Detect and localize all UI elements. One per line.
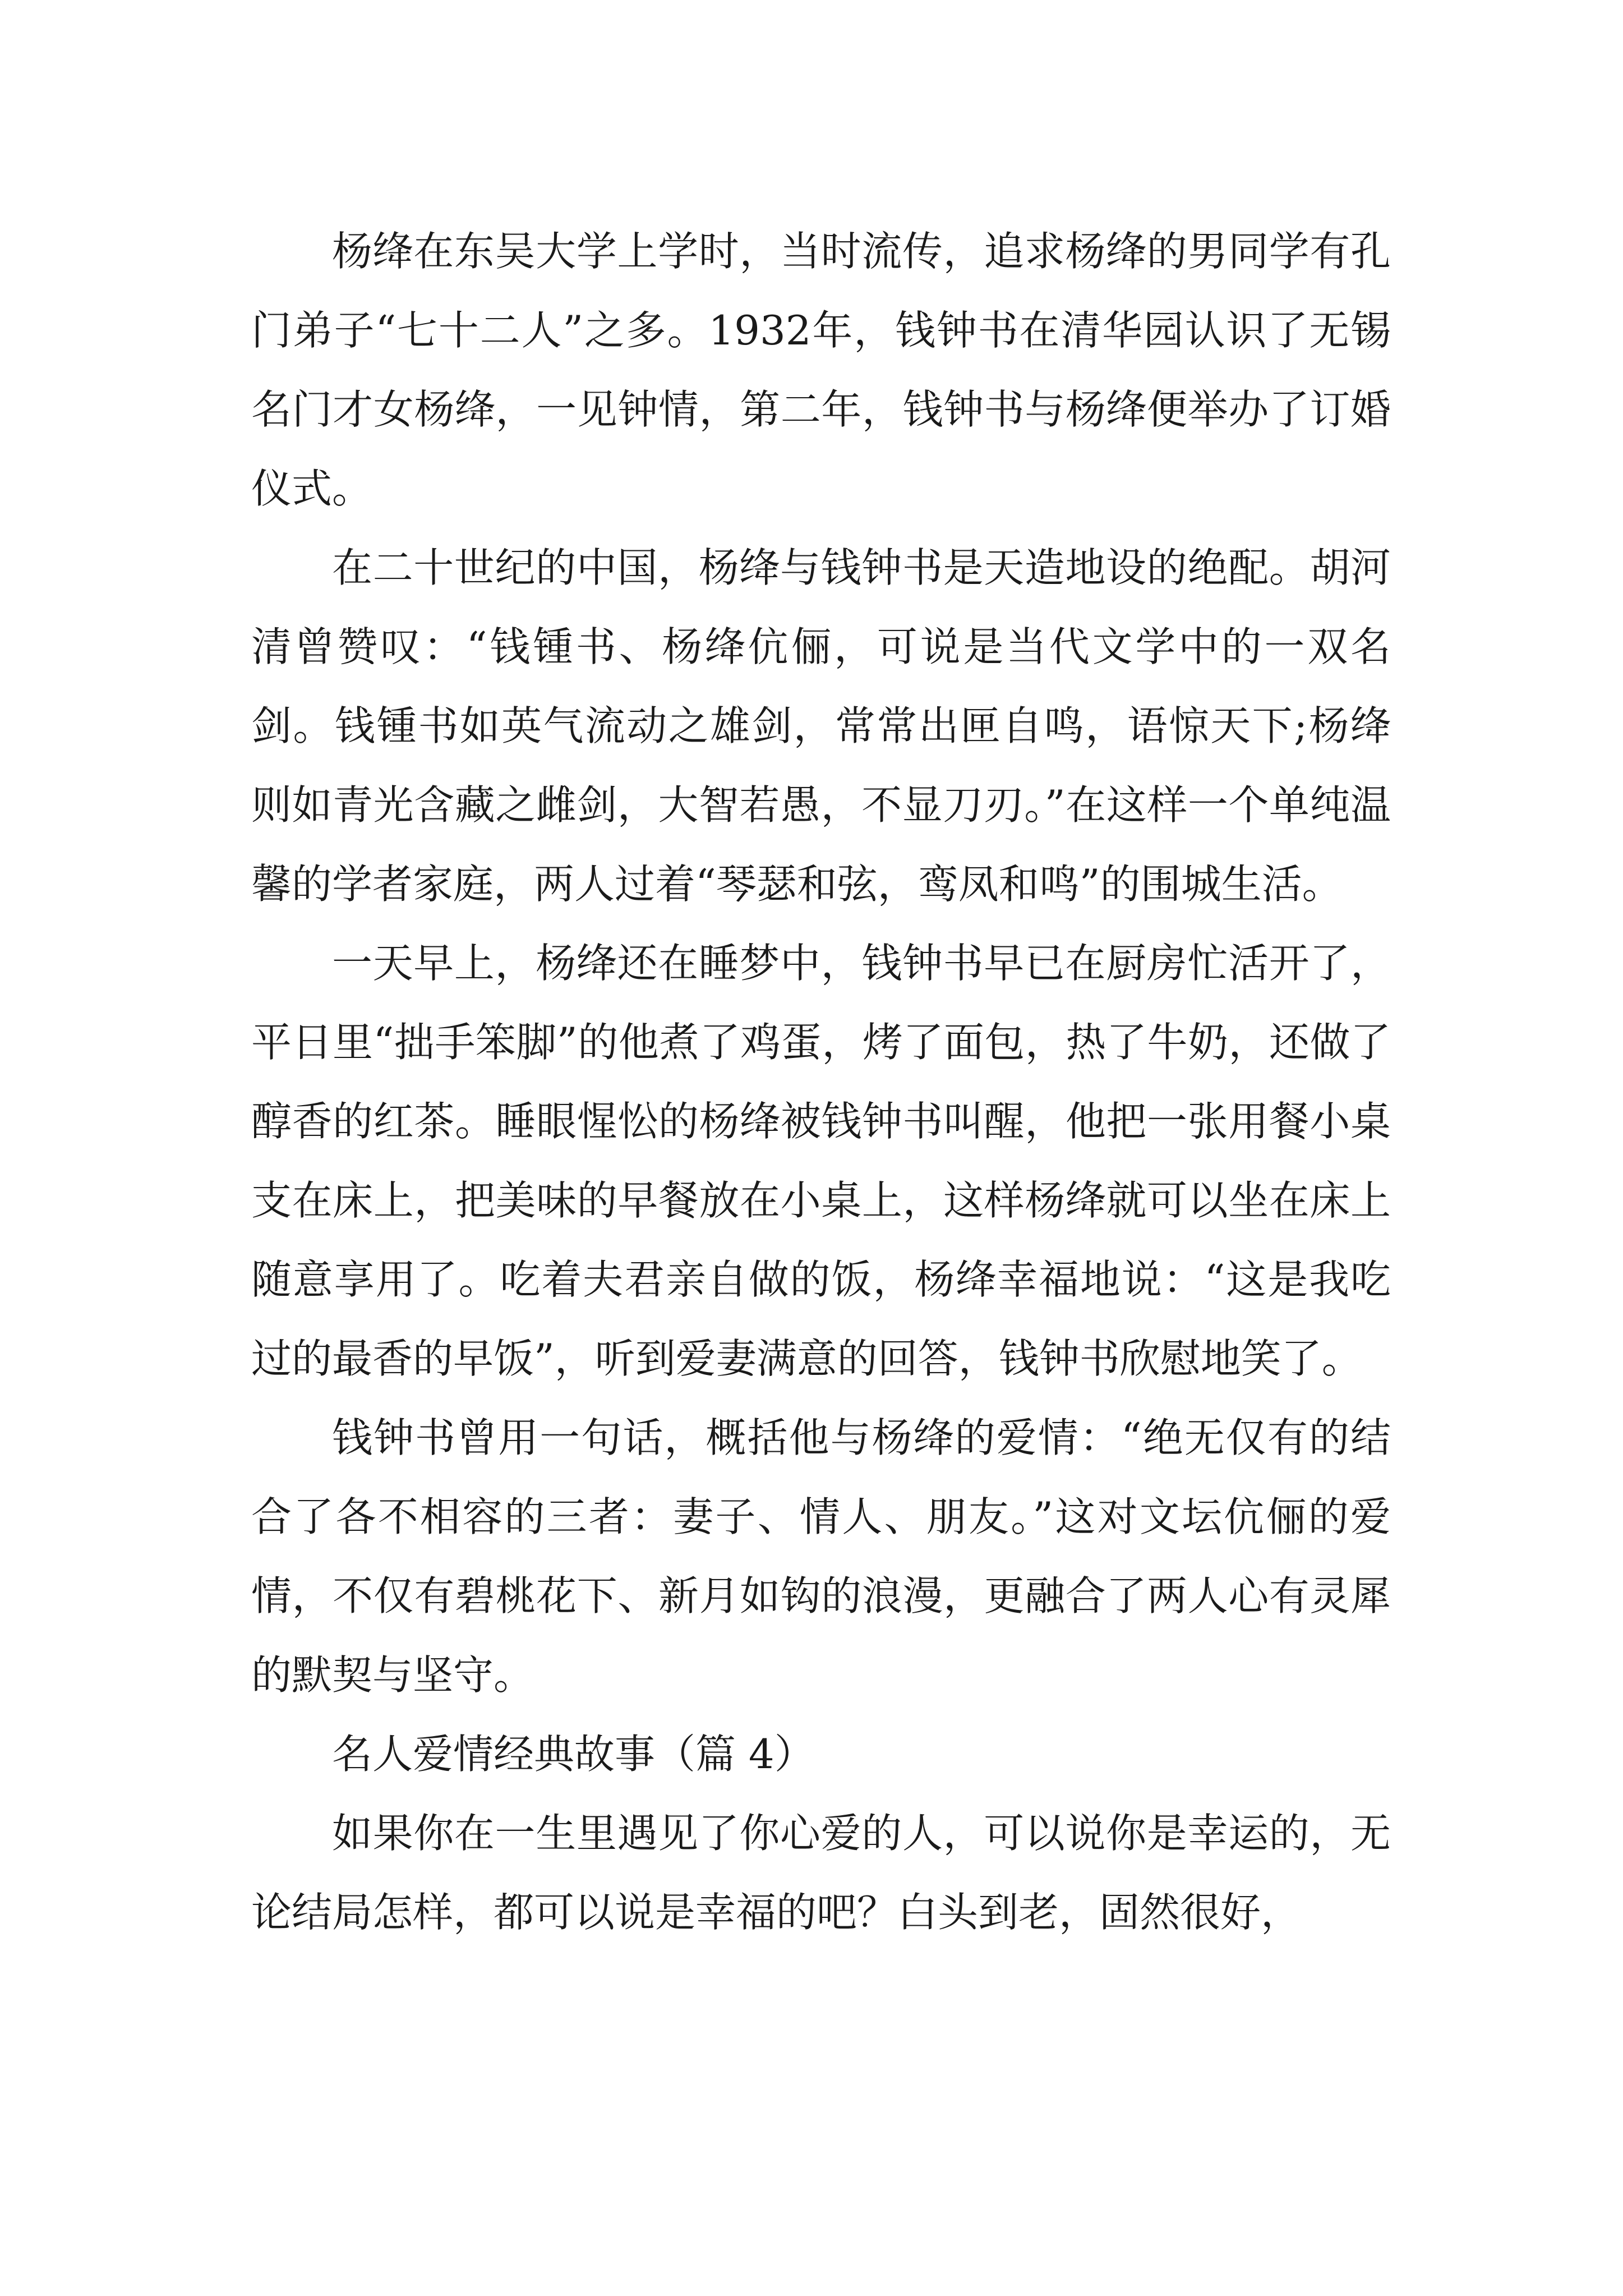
document-body (251, 212, 1391, 1952)
section-heading: 名人爱情经典故事（篇 4） (332, 1731, 815, 1778)
paragraph-breakfast: 一天早上，杨绛还在睡梦中，钱钟书早已在厨房忙活开了，平日里“拙手笨脚”的他煮了鸡蛋，烤了面包，热了牛奶，还做了醇香的红茶。睡眼惺忪的杨绛被钱钟书叫醒，他把一张用餐小桌支在床上，把美味的早餐放在小桌上，这样杨绛就可以坐在床上随意享用了。吃着夫君亲自做的饭，杨绛幸福地说：“这是我吃过的最香的早饭”，听到爱妻满意的回答，钱钟书欣慰地笑了。 (251, 940, 1391, 1382)
paragraph-final: 如果你在一生里遇见了你心爱的人，可以说你是幸运的，无论结局怎样，都可以说是幸福的吧？白头到老，固然很好， (251, 1810, 1391, 1936)
paragraph-perfect-match: 在二十世纪的中国，杨绛与钱钟书是天造地设的绝配。胡河清曾赞叹：“钱锺书、杨绛伉俪，可说是当代文学中的一双名剑。钱锺书如英气流动之雄剑，常常出匣自鸣，语惊天下;杨绛则如青光含藏之雌剑，大智若愚，不显刀刃。”在这样一个单纯温馨的学者家庭，两人过着“琴瑟和弦，鸾凤和鸣”的围城生活。 (251, 544, 1391, 908)
paragraph-yang-jiang-school: 杨绛在东吴大学上学时，当时流传，追求杨绛的男同学有孔门弟子“七十二人”之多。1932年，钱钟书在清华园认识了无锡名门才女杨绛，一见钟情，第二年，钱钟书与杨绛便举办了订婚仪式。 (251, 228, 1391, 512)
paragraph-love-summary: 钱钟书曾用一句话，概括他与杨绛的爱情：“绝无仅有的结合了各不相容的三者：妻子、情人、朋友。”这对文坛伉俪的爱情，不仅有碧桃花下、新月如钩的浪漫，更融合了两人心有灵犀的默契与坚守。 (251, 1414, 1391, 1699)
